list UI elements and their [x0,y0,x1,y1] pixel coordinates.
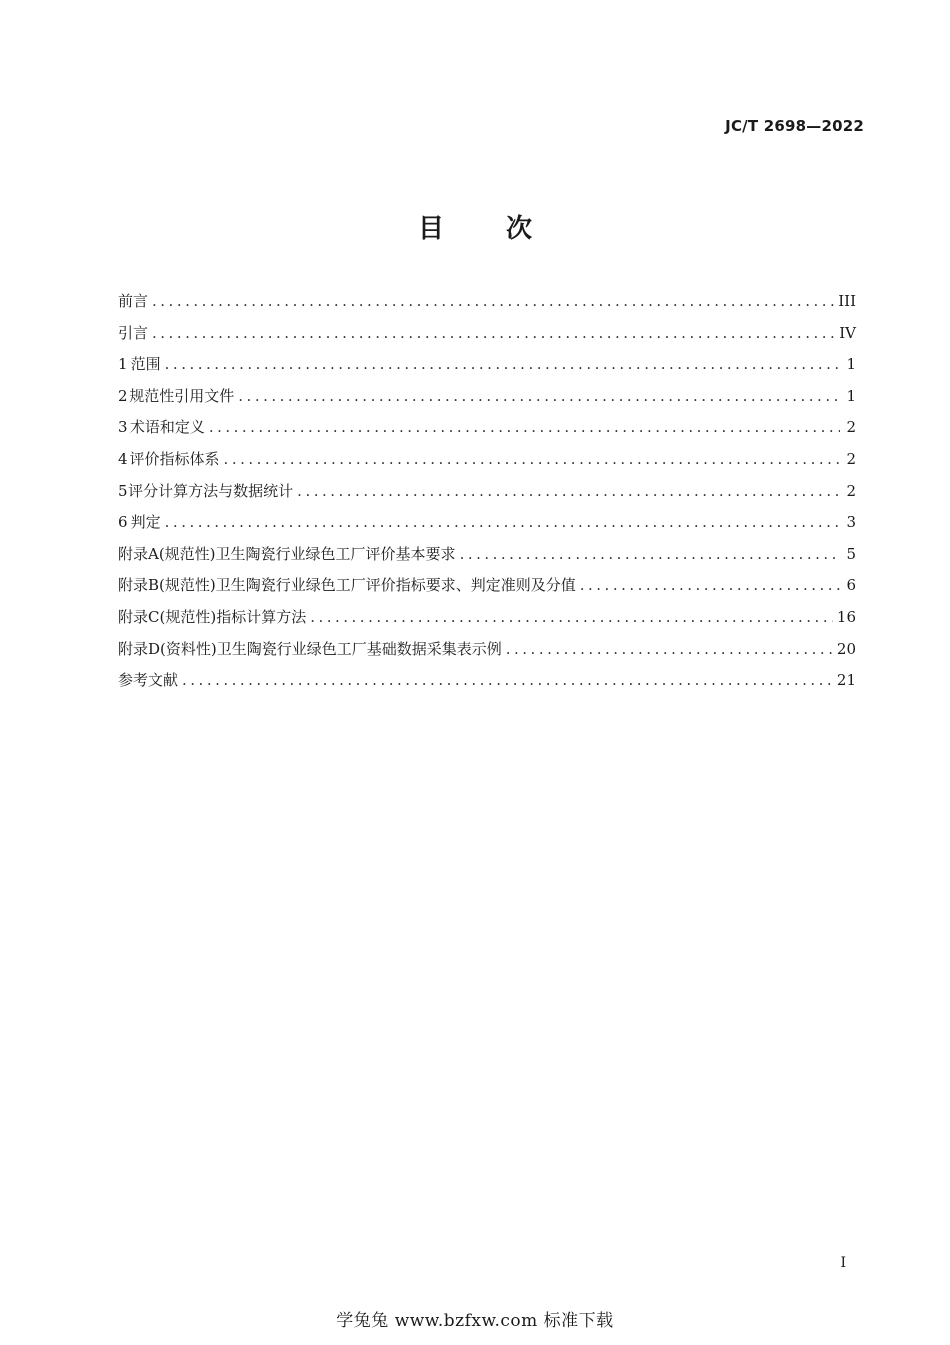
toc-leader-dots [460,545,840,563]
toc-section-number: 2 [118,386,128,405]
toc-page: 16 [836,607,856,626]
toc-entry-bibliography[interactable] [118,669,856,701]
toc-label: 引言 [118,323,149,342]
page-title: 目次 [417,214,594,244]
toc-label: 卫生陶瓷行业绿色工厂评价基本要求 [215,544,456,563]
toc-entry-annex-c[interactable] [118,606,856,638]
toc-leader-dots [506,640,833,658]
toc-leader-dots [297,482,840,500]
toc-section-number: 5 [118,481,128,500]
toc-leader-dots [165,355,840,373]
toc-entry-foreword[interactable] [118,290,856,322]
table-of-contents [118,290,856,701]
toc-entry-3[interactable] [118,416,856,448]
toc-page: IV [839,323,856,342]
toc-page: III [838,292,856,310]
toc-leader-dots [152,324,835,342]
toc-label: 前言 [118,292,149,310]
toc-leader-dots [224,450,840,468]
toc-leader-dots [165,513,840,531]
toc-annex-prefix: 附录A(规范性) [118,544,216,563]
toc-leader-dots [209,418,840,436]
toc-page: 1 [846,355,856,374]
toc-label: 术语和定义 [129,418,205,437]
toc-label: 卫生陶瓷行业绿色工厂基础数据采集表示例 [216,639,502,658]
toc-section-number: 4 [118,449,128,468]
toc-annex-prefix: 附录D(资料性) [118,639,217,658]
toc-page: 6 [846,576,856,595]
toc-label: 评分计算方法与数据统计 [128,481,294,500]
toc-leader-dots [182,671,833,689]
toc-label: 规范性引用文件 [129,386,235,405]
toc-annex-prefix: 附录C(规范性) [118,607,217,626]
footer-watermark: 学兔兔 www.bzfxw.com 标准下载 [336,1311,614,1331]
toc-page: 20 [836,639,856,658]
toc-label: 评价指标体系 [129,449,220,468]
toc-section-number: 6 [118,513,128,532]
toc-page: 5 [846,544,856,563]
toc-entry-introduction[interactable] [118,322,856,354]
toc-page: 1 [846,386,856,405]
toc-entry-annex-b[interactable] [118,574,856,606]
toc-leader-dots [310,608,833,626]
toc-page: 2 [846,449,856,468]
toc-page: 2 [846,418,856,437]
toc-page: 3 [846,513,856,532]
toc-leader-dots [238,387,840,405]
toc-label: 判定 [130,513,161,532]
toc-label: 范围 [130,355,161,374]
toc-label: 指标计算方法 [216,607,307,626]
toc-leader-dots [580,576,840,594]
toc-label: 卫生陶瓷行业绿色工厂评价指标要求、判定准则及分值 [215,576,576,595]
toc-entry-4[interactable] [118,448,856,480]
toc-leader-dots [152,292,834,310]
toc-section-number: 1 [118,355,128,374]
toc-entry-2[interactable] [118,385,856,417]
toc-entry-annex-d[interactable] [118,638,856,670]
toc-annex-prefix: 附录B(规范性) [118,576,216,595]
standard-code: JC/T 2698—2022 [725,117,864,135]
toc-entry-5[interactable] [118,480,856,512]
page-number: I [840,1255,846,1271]
toc-page: 21 [836,671,856,690]
toc-page: 2 [846,481,856,500]
toc-section-number: 3 [118,418,128,437]
toc-entry-annex-a[interactable] [118,543,856,575]
toc-entry-6[interactable] [118,511,856,543]
toc-label: 参考文献 [118,671,179,690]
toc-entry-1[interactable] [118,353,856,385]
